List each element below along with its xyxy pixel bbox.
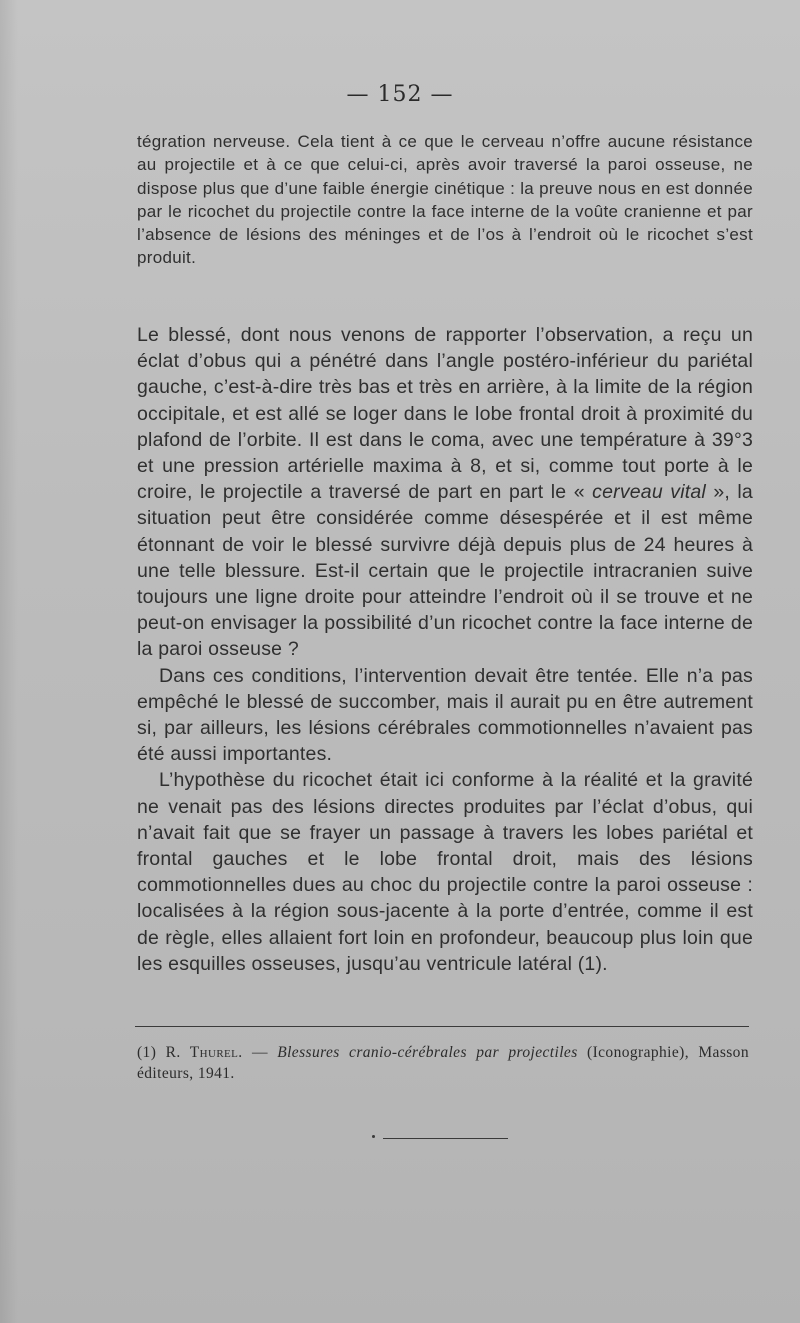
paragraph-observation (137, 322, 753, 663)
end-ornament-rule (383, 1138, 508, 1139)
opening-paragraph: tégration nerveuse. Cela tient à ce que le cerveau n’offre aucune résistance au projectile et à ce que celui-ci, après avoir traversé la paroi osseuse, ne dispose plus que d’une faible énergie cinétique : la preuve nous en est donnée par le ricochet du projectile contre la face interne de la voûte cranienne et par l’absence de lésions des méninges et de l’os à l’endroit où le ricochet s’est produit. (137, 132, 753, 268)
footnote-dash: — (242, 1044, 278, 1061)
paragraph-hypothesis: L’hypothèse du ricochet était ici conforme à la réalité et la gravité ne venait pas des lésions directes produites par l’éclat d’obus, qui n’avait fait que se frayer un passage à travers les lobes pariétal et frontal gauches et le lobe frontal droit, mais des lésions commotionnelles dues au choc du projectile contre la paroi osseuse : localisées à la région sous-jacente à la porte d’entrée, comme il est de règle, elles allaient fort loin en profondeur, beaucoup plus loin que les esquilles osseuses, jusqu’au ventricule latéral (1). (137, 769, 753, 975)
footnote-rule (135, 1026, 749, 1027)
emphasis-cerveau-vital: cerveau vital (592, 481, 706, 504)
footnote (137, 1042, 749, 1084)
page-number: — 152 — (346, 82, 454, 107)
paragraph-observation-part-a: Le blessé, dont nous venons de rapporter l’observation, a reçu un éclat d’obus qui a pénétré dans l’angle postéro-inférieur du pariétal gauche, c’est-à-dire très bas et très en arrière, à la limite de la région occipitale, et est allé se loger dans le lobe frontal droit à proximité du plafond de l’orbite. Il est dans le coma, avec une température à 39°3 et une pression artérielle maxima à 8, et si, comme tout porte à le croire, le projectile a traversé de part en part le « (137, 324, 753, 504)
page-edge-shadow (0, 0, 18, 1323)
footnote-marker: (1) (137, 1044, 166, 1061)
main-text (137, 322, 753, 977)
end-ornament-dot (372, 1135, 375, 1138)
footnote-publisher: (Iconographie), Masson éditeurs, 1941. (137, 1044, 749, 1082)
paragraph-observation-part-b: », la situation peut être considérée comme désespérée et il est même étonnant de voir le blessé survivre déjà depuis plus de 24 heures à une telle blessure. Est-il certain que le projectile intracranien suive toujours une ligne droite pour atteindre l’endroit où il se trouve et ne peut-on envisager la possibilité d’un ricochet contre la face interne de la paroi osseuse ? (137, 481, 753, 661)
footnote-title: Blessures cranio-cérébrales par projectiles (277, 1044, 578, 1061)
footnote-author: R. Thurel. (165, 1044, 243, 1061)
paragraph-intervention: Dans ces conditions, l’intervention devait être tentée. Elle n’a pas empêché le blessé de succomber, mais il aurait pu en être autrement si, par ailleurs, les lésions cérébrales commotionnelles n’avaient pas été aussi importantes. (137, 664, 753, 766)
